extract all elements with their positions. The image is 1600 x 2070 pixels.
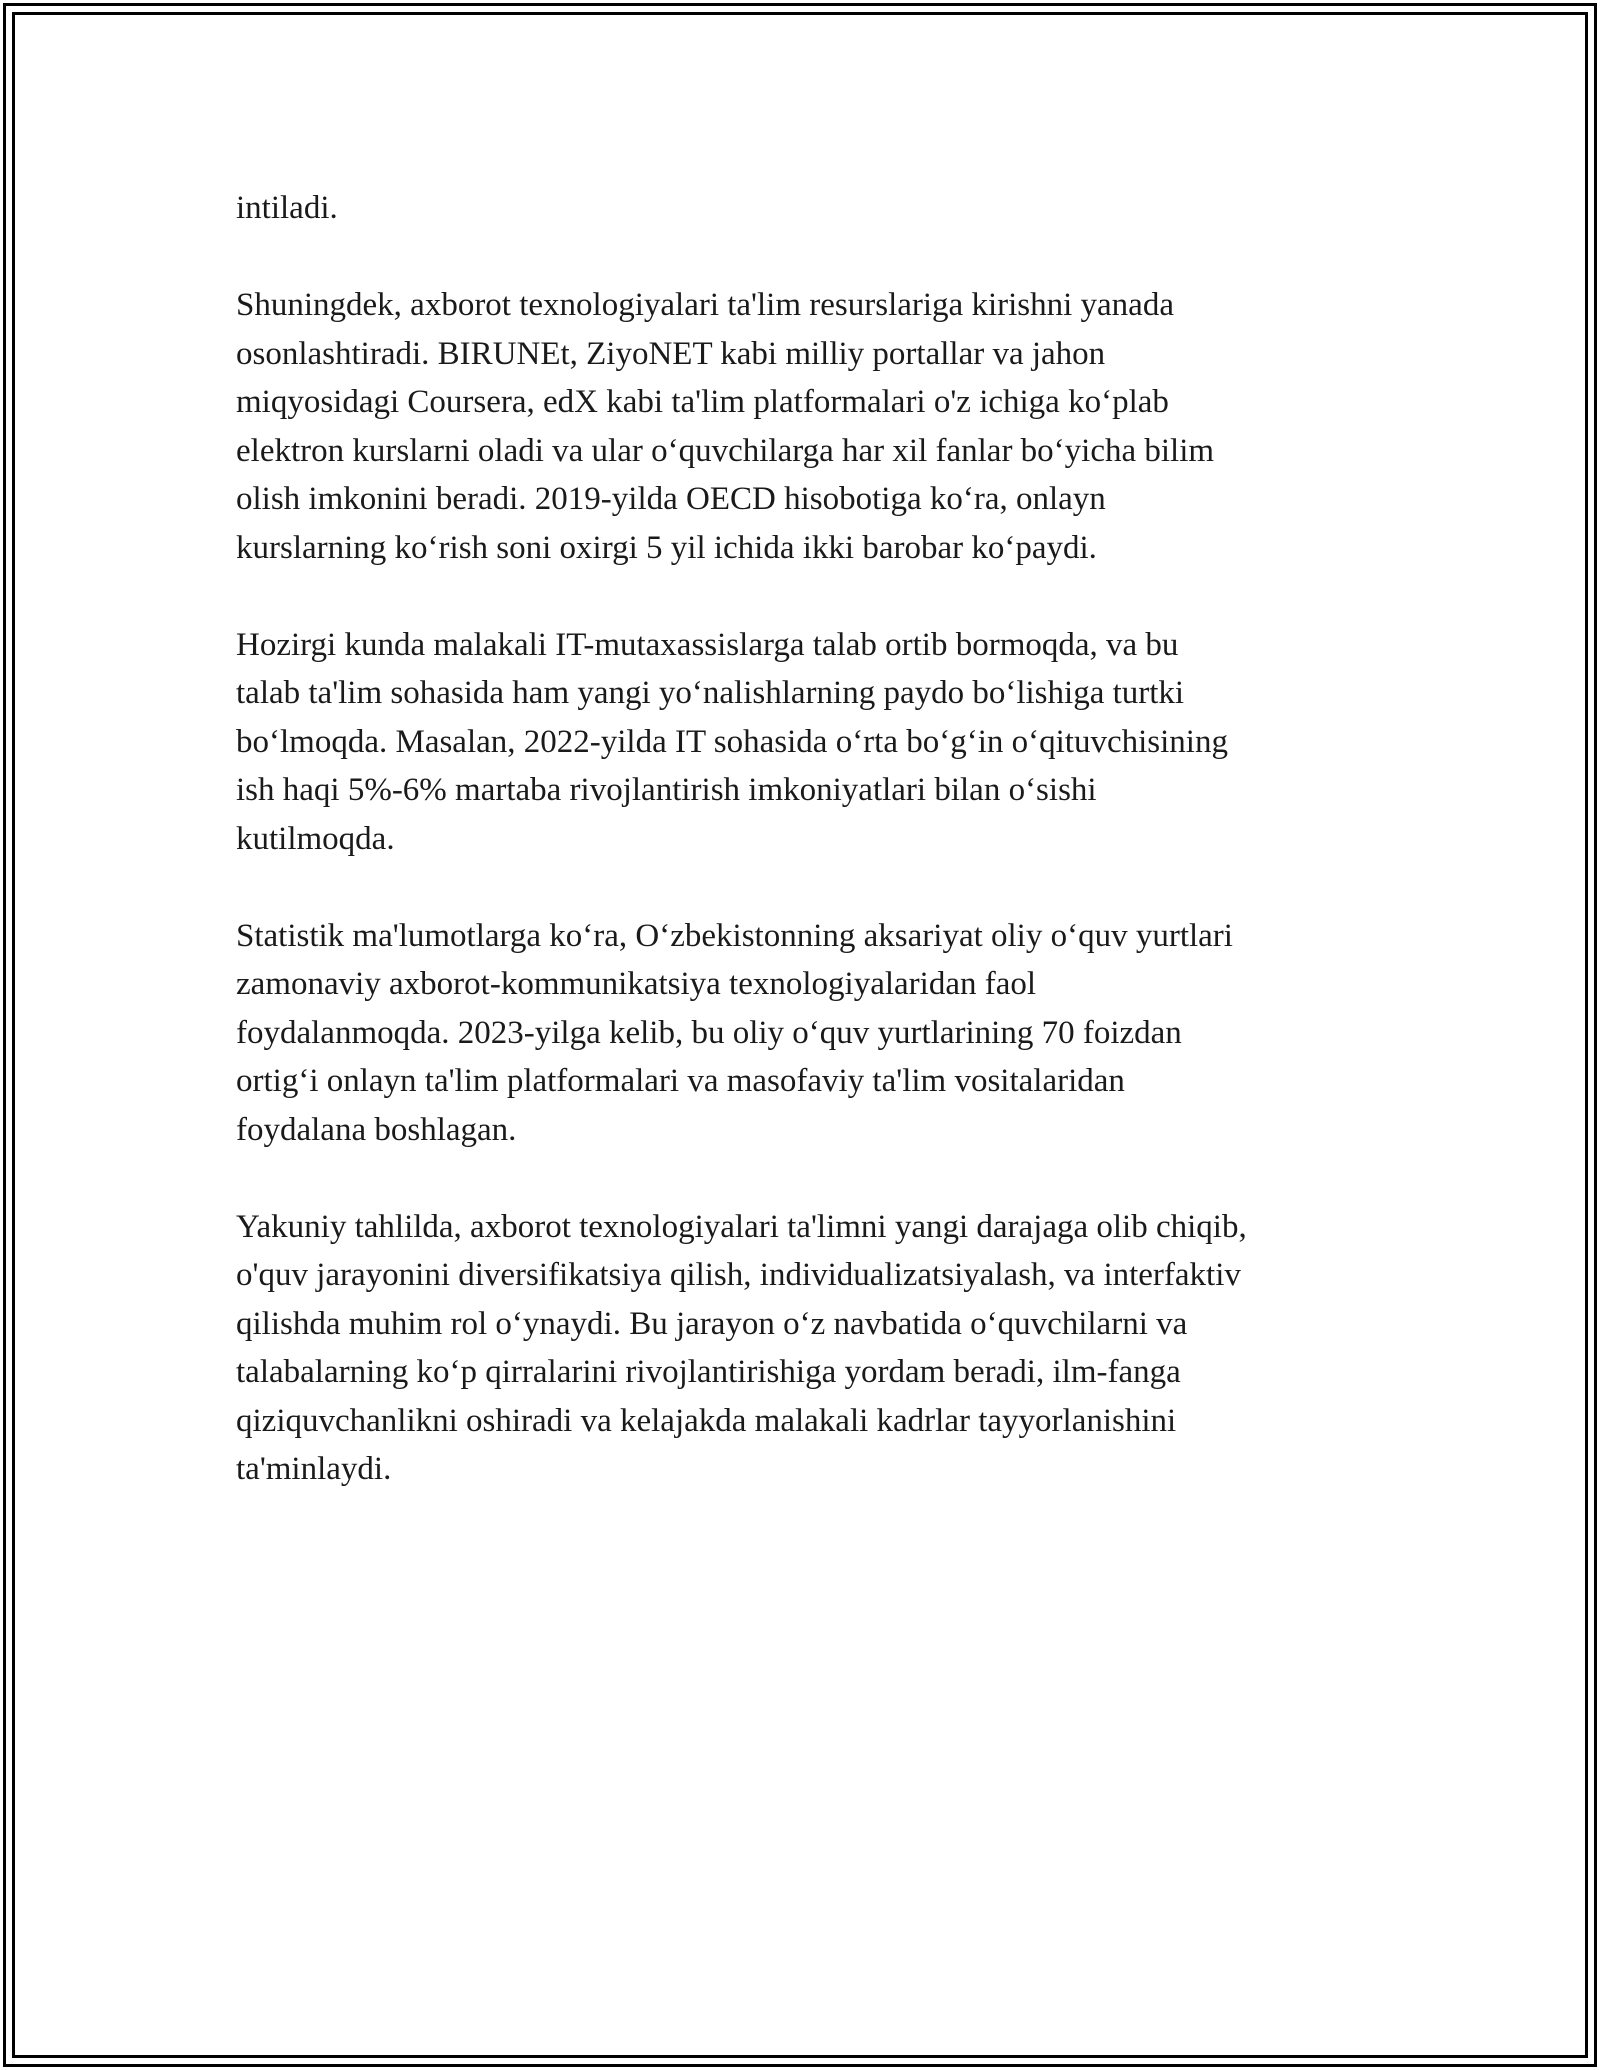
paragraph-statistics: Statistik ma'lumotlarga ko‘ra, O‘zbekistonning aksariyat oliy o‘quv yurtlari zamonaviy axborot-kommunikatsiya texnologiyalaridan faol foydalanmoqda. 2023-yilga kelib, bu oliy o‘quv yurtlarining 70 foizdan ortig‘i onlayn ta'lim platformalari va masofaviy ta'lim vositalaridan foydalana boshlagan. <box>236 917 1233 1148</box>
document-body <box>236 184 1376 1542</box>
paragraph-continuation: intiladi. <box>236 190 338 226</box>
paragraph-educational-resources: Shuningdek, axborot texnologiyalari ta'lim resurslariga kirishni yanada osonlashtiradi. BIRUNEt, ZiyoNET kabi milliy portallar va jahon miqyosidagi Coursera, edX kabi ta'lim platformalari o'z ichiga ko‘plab elektron kurslarni oladi va ular o‘quvchilarga har xil fanlar bo‘yicha bilim olish imkonini beradi. 2019-yilda OECD hisobotiga ko‘ra, onlayn kurslarning ko‘rish soni oxirgi 5 yil ichida ikki barobar ko‘paydi. <box>236 287 1215 566</box>
paragraph-conclusion: Yakuniy tahlilda, axborot texnologiyalari ta'limni yangi darajaga olib chiqib, o'quv jarayonini diversifikatsiya qilish, individualizatsiyalash, va interfaktiv qilishda muhim rol o‘ynaydi. Bu jarayon o‘z navbatida o‘quvchilarni va talabalarning ko‘p qirralarini rivojlantirishiga yordam beradi, ilm-fanga qiziquvchanlikni oshiradi va kelajakda malakali kadrlar tayyorlanishini ta'minlaydi. <box>236 1208 1247 1487</box>
paragraph-it-specialists: Hozirgi kunda malakali IT-mutaxassislarga talab ortib bormoqda, va bu talab ta'lim sohasida ham yangi yo‘nalishlarning paydo bo‘lishiga turtki bo‘lmoqda. Masalan, 2022-yilda IT sohasida o‘rta bo‘g‘in o‘qituvchisining ish haqi 5%-6% martaba rivojlantirish imkoniyatlari bilan o‘sishi kutilmoqda. <box>236 626 1228 857</box>
